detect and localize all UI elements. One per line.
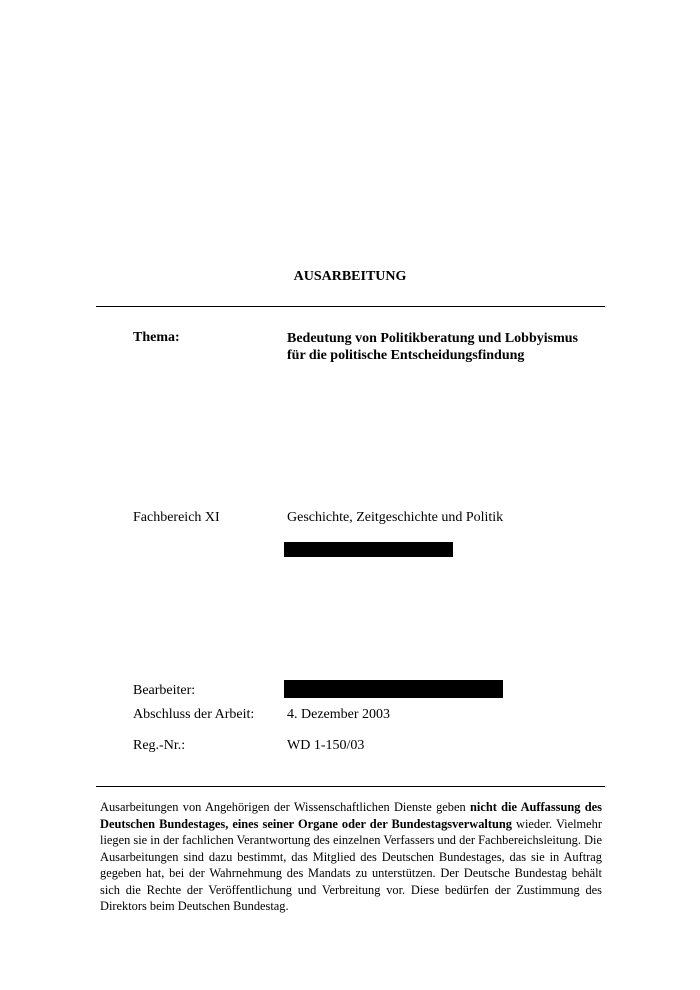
topic-line-1: Bedeutung von Politikberatung und Lobbyismus xyxy=(287,331,578,346)
completion-label: Abschluss der Arbeit: xyxy=(133,707,255,722)
department-label: Fachbereich XI xyxy=(133,510,220,525)
author-label: Bearbeiter: xyxy=(133,683,196,698)
department-value: Geschichte, Zeitgeschichte und Politik xyxy=(287,510,504,525)
disclaimer-part-2: wieder. Vielmehr liegen sie in der fachlichen Verantwortung des einzelnen Verfassers und der Fachbereichsleitung. Die Ausarbeitungen sind dazu bestimmt, das Mitglied des Deutschen Bundestages, das sie in Auftrag gegeben hat, bei der Wahrnehmung des Mandats zu unterstützen. Der Deutsche Bundestag behält sich die Rechte der Veröffentlichung und Verbreitung vor. Diese bedürfen der Zustimmung des Direktors beim Deutschen Bundestag. xyxy=(100,816,602,913)
disclaimer-bold: nicht die Auffassung des Deutschen Bundestages, eines seiner Organe oder der Bundestagsverwaltung xyxy=(100,800,602,831)
top-divider xyxy=(96,306,605,307)
document-title: AUSARBEITUNG xyxy=(293,269,407,284)
registration-number: WD 1-150/03 xyxy=(287,738,365,753)
completion-date: 4. Dezember 2003 xyxy=(287,707,391,722)
disclaimer-part-1: Ausarbeitungen von Angehörigen der Wissenschaftlichen Dienste geben xyxy=(100,800,470,814)
bottom-divider xyxy=(96,786,605,787)
registration-label: Reg.-Nr.: xyxy=(133,738,186,753)
disclaimer-text xyxy=(100,799,602,915)
topic-label: Thema: xyxy=(133,330,180,345)
redacted-block-department xyxy=(284,542,453,557)
topic-line-2: für die politische Entscheidungsfindung xyxy=(287,348,525,363)
topic-text xyxy=(287,330,578,364)
redacted-block-author xyxy=(284,680,503,698)
